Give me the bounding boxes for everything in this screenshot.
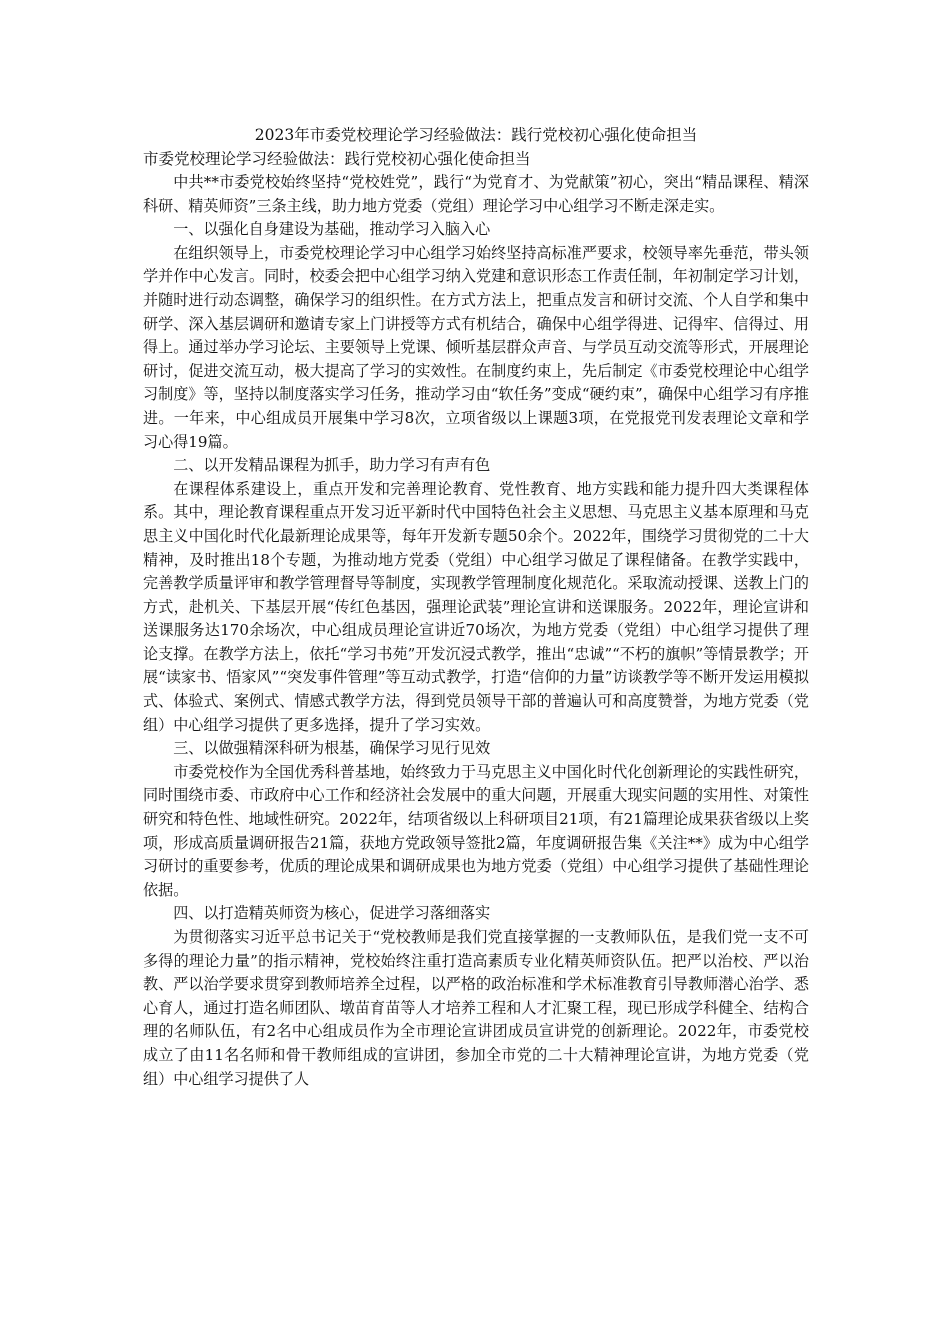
section-4-body: 为贯彻落实习近平总书记关于“党校教师是我们党直接掌握的一支教师队伍，是我们党一支不可多得的理论力量”的指示精神，党校始终注重打造高素质专业化精英师资队伍。把严以治校、严以治教、严以治学要求贯穿到教师培养全过程，以严格的政治标准和学术标准教育引导教师潜心治学、悉心育人，通过打造名师团队、墩苗育苗等人才培养工程和人才汇聚工程，现已形成学科健全、结构合理的名师队伍，有2名中心组成员作为全市理论宣讲团成员宣讲党的创新理论。2022年，市委党校成立了由11名名师和骨干教师组成的宣讲团，参加全市党的二十大精神理论宣讲，为地方党委（党组）中心组学习提供了人 (143, 928, 809, 1088)
section-1-body: 在组织领导上，市委党校理论学习中心组学习始终坚持高标准严要求，校领导率先垂范，带头领学并作中心发言。同时，校委会把中心组学习纳入党建和意识形态工作责任制，年初制定学习计划，并随时进行动态调整，确保学习的组织性。在方式方法上，把重点发言和研讨交流、个人自学和集中研学、深入基层调研和邀请专家上门讲授等方式有机结合，确保中心组学得进、记得牢、信得过、用得上。通过举办学习论坛、主要领导上党课、倾听基层群众声音、与学员互动交流等形式，开展理论研讨，促进交流互动，极大提高了学习的实效性。在制度约束上，先后制定《市委党校理论中心组学习制度》等，坚持以制度落实学习任务，推动学习由“软任务”变成“硬约束”，确保中心组学习有序推进。一年来，中心组成员开展集中学习8次，立项省级以上课题3项，在党报党刊发表理论文章和学习心得19篇。 (143, 243, 809, 451)
intro-paragraph: 中共**市委党校始终坚持“党校姓党”，践行“为党育才、为党献策”初心，突出“精品课程、精深科研、精英师资”三条主线，助力地方党委（党组）理论学习中心组学习不断走深走实。 (143, 173, 809, 215)
document-title: 2023年市委党校理论学习经验做法：践行党校初心强化使命担当 (254, 126, 698, 144)
section-3-heading: 三、以做强精深科研为根基，确保学习见行见效 (173, 739, 491, 758)
section-2-heading: 二、以开发精品课程为抓手，助力学习有声有色 (173, 456, 491, 475)
section-4-heading: 四、以打造精英师资为核心，促进学习落细落实 (173, 904, 491, 923)
section-2-body: 在课程体系建设上，重点开发和完善理论教育、党性教育、地方实践和能力提升四大类课程体系。其中，理论教育课程重点开发习近平新时代中国特色社会主义思想、马克思主义基本原理和马克思主义中国化时代化最新理论成果等，每年开发新专题50余个。2022年，围绕学习贯彻党的二十大精神，及时推出18个专题，为推动地方党委（党组）中心组学习做足了课程储备。在教学实践中，完善教学质量评审和教学管理督导等制度，实现教学管理制度化规范化。采取流动授课、送教上门的方式，赴机关、下基层开展“传红色基因，强理论武装”理论宣讲和送课服务。2022年，理论宣讲和送课服务达170余场次，中心组成员理论宣讲近70场次，为地方党委（党组）中心组学习提供了理论支撑。在教学方法上，依托“学习书苑”开发沉浸式教学，推出“忠诚”“不朽的旗帜”等情景教学；开展“读家书、悟家风”“突发事件管理”等互动式教学，打造“信仰的力量”访谈教学等不断开发运用模拟式、体验式、案例式、情感式教学方法，得到党员领导干部的普遍认可和高度赞誉，为地方党委（党组）中心组学习提供了更多选择，提升了学习实效。 (143, 479, 809, 734)
section-3-body: 市委党校作为全国优秀科普基地，始终致力于马克思主义中国化时代化创新理论的实践性研究，同时围绕市委、市政府中心工作和经济社会发展中的重大问题，开展重大现实问题的实用性、对策性研究和特色性、地域性研究。2022年，结项省级以上科研项目21项，有21篇理论成果获省级以上奖项，形成高质量调研报告21篇，获地方党政领导签批2篇，年度调研报告集《关注**》成为中心组学习研讨的重要参考，优质的理论成果和调研成果也为地方党委（党组）中心组学习提供了基础性理论依据。 (143, 762, 809, 899)
section-1-heading: 一、以强化自身建设为基础，推动学习入脑入心 (173, 220, 491, 239)
document-page (143, 123, 809, 1091)
document-subtitle: 市委党校理论学习经验做法：践行党校初心强化使命担当 (143, 150, 531, 168)
